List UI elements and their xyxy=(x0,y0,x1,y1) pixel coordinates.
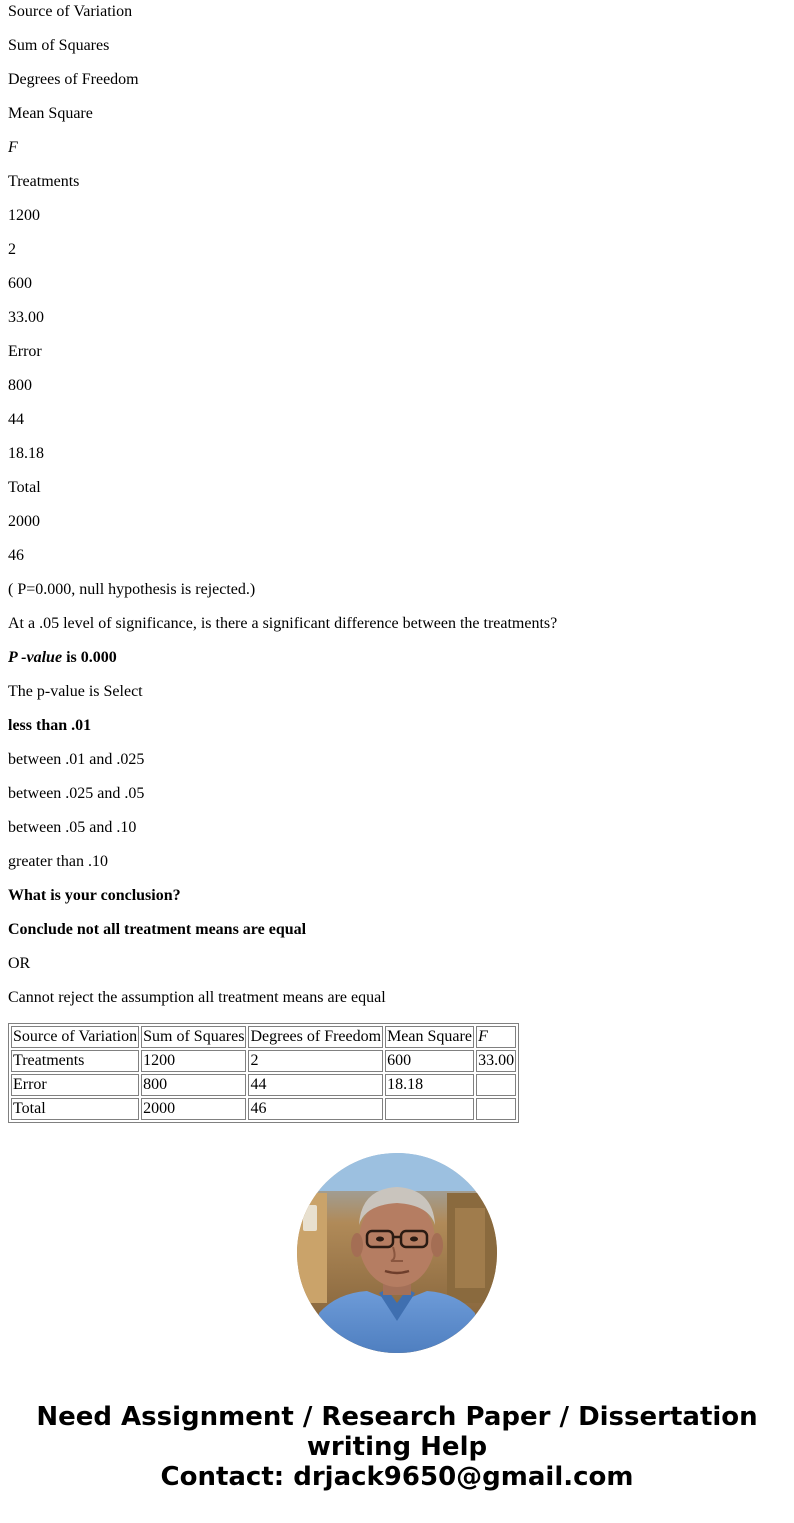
table-cell xyxy=(476,1074,516,1096)
paragraph: 800 xyxy=(8,377,32,394)
table-cell xyxy=(476,1098,516,1120)
table-header-cell: Sum of Squares xyxy=(141,1026,246,1048)
paragraph: Mean Square xyxy=(8,105,93,122)
paragraph: 2 xyxy=(8,241,16,258)
table-header-cell: Mean Square xyxy=(385,1026,474,1048)
paragraph: F xyxy=(8,139,18,156)
paragraph: Source of Variation xyxy=(8,3,133,20)
table-row xyxy=(11,1098,516,1120)
table-header-cell: Source of Variation xyxy=(11,1026,139,1048)
table-cell: 46 xyxy=(248,1098,383,1120)
select-option[interactable]: between .05 and .10 xyxy=(8,819,137,836)
table-row xyxy=(11,1074,516,1096)
table-cell: Treatments xyxy=(11,1050,139,1072)
avatar-photo xyxy=(297,1153,497,1353)
paragraph: 600 xyxy=(8,275,32,292)
paragraph: 2000 xyxy=(8,513,40,530)
table-cell xyxy=(385,1098,474,1120)
paragraph: Total xyxy=(8,479,41,496)
paragraph: Degrees of Freedom xyxy=(8,71,139,88)
table-cell: 1200 xyxy=(141,1050,246,1072)
paragraph: Error xyxy=(8,343,42,360)
table-cell: 2 xyxy=(248,1050,383,1072)
anova-table xyxy=(8,1023,519,1123)
conclusion-question: What is your conclusion? xyxy=(8,887,181,904)
paragraph: Treatments xyxy=(8,173,80,190)
banner-line: Need Assignment / Research Paper / Dissertation xyxy=(36,1402,758,1432)
select-option[interactable]: between .01 and .025 xyxy=(8,751,145,768)
table-cell: 33.00 xyxy=(476,1050,516,1072)
paragraph: 1200 xyxy=(8,207,40,224)
document-body xyxy=(8,0,557,1020)
pvalue-label: P -value xyxy=(8,649,63,666)
question-text: At a .05 level of significance, is there a significant difference between the treatments? xyxy=(8,615,558,632)
table-cell: 600 xyxy=(385,1050,474,1072)
select-option[interactable]: between .025 and .05 xyxy=(8,785,145,802)
or-text: OR xyxy=(8,955,31,972)
table-header-cell: Degrees of Freedom xyxy=(248,1026,383,1048)
author-avatar xyxy=(297,1153,497,1353)
conclusion-option-selected[interactable]: Conclude not all treatment means are equal xyxy=(8,921,307,938)
paragraph: 46 xyxy=(8,547,24,564)
paragraph: 44 xyxy=(8,411,24,428)
contact-banner xyxy=(0,1402,794,1492)
table-header-row xyxy=(11,1026,516,1048)
table-cell: Error xyxy=(11,1074,139,1096)
banner-line: writing Help xyxy=(306,1432,488,1462)
table-cell: Total xyxy=(11,1098,139,1120)
table-cell: 18.18 xyxy=(385,1074,474,1096)
paragraph: Sum of Squares xyxy=(8,37,110,54)
paragraph: 18.18 xyxy=(8,445,44,462)
table-row xyxy=(11,1050,516,1072)
select-prompt: The p-value is Select xyxy=(8,683,143,700)
select-option-selected[interactable]: less than .01 xyxy=(8,717,92,734)
pvalue-value: is 0.000 xyxy=(62,649,117,666)
contact-email: Contact: drjack9650@gmail.com xyxy=(160,1462,634,1492)
table-cell: 2000 xyxy=(141,1098,246,1120)
pvalue-line xyxy=(8,646,557,680)
paragraph: ( P=0.000, null hypothesis is rejected.) xyxy=(8,581,256,598)
table-header-cell: F xyxy=(476,1026,516,1048)
conclusion-option[interactable]: Cannot reject the assumption all treatment means are equal xyxy=(8,989,386,1006)
table-cell: 800 xyxy=(141,1074,246,1096)
table-cell: 44 xyxy=(248,1074,383,1096)
paragraph: 33.00 xyxy=(8,309,44,326)
select-option[interactable]: greater than .10 xyxy=(8,853,108,870)
